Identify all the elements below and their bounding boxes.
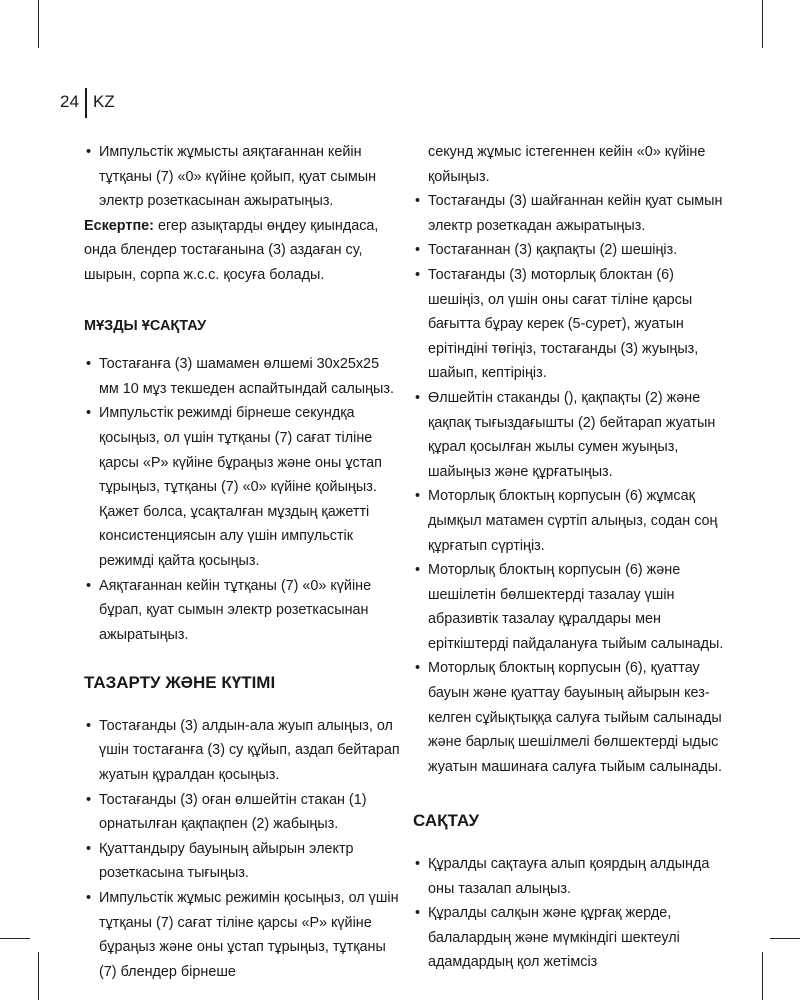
header-divider <box>85 88 87 118</box>
list-item: • Тостағанды (3) алдын-ала жуып алыңыз, ол үшін тостағанға (3) су құйып, аздап бейтарап жуатын құралдан қосыңыз. <box>84 714 402 788</box>
language-code: KZ <box>93 92 115 111</box>
list-item: • Қуаттандыру бауының айырын электр розеткасына тығыңыз. <box>84 837 402 886</box>
right-column <box>413 140 733 975</box>
intro-list <box>84 140 402 214</box>
note-text: егер азықтарды өңдеу қиындаса, онда блендер тостағанына (3) аздаған су, шырын, сорпа ж.с.с. қосуға болады. <box>84 217 379 283</box>
crop-mark-side-left <box>0 938 30 939</box>
note-label: Ескертпе: <box>84 217 154 234</box>
page-number: 24 <box>60 92 79 111</box>
crop-mark-bottom-left <box>38 952 39 1000</box>
storage-list <box>413 852 733 975</box>
crop-mark-bottom-right <box>762 952 763 1000</box>
list-item: • Тостағанды (3) оған өлшейтін стакан (1) орнатылған қақпақпен (2) жабыңыз. <box>84 788 402 837</box>
list-item: • Тостағанды (3) шайғаннан кейін қуат сымын электр розеткадан ажыратыңыз. <box>413 189 733 238</box>
list-item: • Импульстік жұмыс режимін қосыңыз, ол үшін тұтқаны (7) сағат тіліне қарсы «P» күйіне бұраңыз және оны ұстап тұрыңыз, тұтқаны (7) блендер бірнеше <box>84 886 402 984</box>
list-item: • Құралды салқын және құрғақ жерде, балалардың және мүмкіндігі шектеулі адамдардың қол жетімсіз <box>413 901 733 975</box>
cleaning-list <box>84 714 402 985</box>
section-title-ice-crushing: МҰЗДЫ ҰСАҚТАУ <box>84 317 207 334</box>
cleaning-list-continued <box>413 140 733 779</box>
list-item: • Моторлық блоктың корпусын (6), қуаттау бауын және қуаттау бауының айырын кез-келген сұйықтыққа салуға тыйым салынады және барлық шешілмелі бөлшектерді ыдыс жуатын машинаға салуға тыйым салынады. <box>413 656 733 779</box>
ice-crushing-list <box>84 352 402 647</box>
left-column <box>84 140 402 984</box>
list-item: • Өлшейтін стаканды (), қақпақты (2) және қақпақ тығыздағышты (2) бейтарап жуатын құрал қосылған жылы сумен жуыңыз, шайыңыз және құрғатыңыз. <box>413 386 733 484</box>
list-item: • Аяқтағаннан кейін тұтқаны (7) «0» күйіне бұрап, қуат сымын электр розеткасынан ажыратыңыз. <box>84 574 402 648</box>
crop-mark-top-left <box>38 0 39 48</box>
list-item: • Моторлық блоктың корпусын (6) жұмсақ дымқыл матамен сүртіп алыңыз, содан соң құрғатып сүртіңіз. <box>413 484 733 558</box>
note-paragraph <box>84 214 402 288</box>
list-item: • Моторлық блоктың корпусын (6) және шешілетін бөлшектерді тазалау үшін абразивтік тазалау құралдары мен еріткіштерді пайдалануға тыйым салынады. <box>413 558 733 656</box>
crop-mark-top-right <box>762 0 763 48</box>
list-item-continuation: секунд жұмыс істегеннен кейін «0» күйіне қойыңыз. <box>428 144 706 185</box>
section-title-storage: САҚТАУ <box>413 811 480 831</box>
list-item: • Тостағанды (3) моторлық блоктан (6) шешіңіз, ол үшін оны сағат тіліне қарсы бағытта бұрау керек (5-сурет), жуатын ерітіндіні төгіңіз, тостағанды (3) жуыңыз, шайып, кептіріңіз. <box>413 263 733 386</box>
list-item: • Импульстік жұмысты аяқтағаннан кейін тұтқаны (7) «0» күйіне қойып, қуат сымын электр розеткасынан ажыратыңыз. <box>84 140 402 214</box>
list-item: • Импульстік режимді бірнеше секундқа қосыңыз, ол үшін тұтқаны (7) сағат тіліне қарсы «P» күйіне бұраңыз және оны ұстап тұрыңыз, тұтқаны (7) «0» күйіне қойыңыз. Қажет болса, ұсақталған мұздың қажетті консистенциясын алу үшін импульстік режимді қайта қосыңыз. <box>84 401 402 573</box>
list-item: • Тостағаннан (3) қақпақты (2) шешіңіз. <box>413 238 733 263</box>
list-item: • Тостағанға (3) шамамен өлшемі 30х25х25 мм 10 мұз текшеден аспайтындай салыңыз. <box>84 352 402 401</box>
crop-mark-side-right <box>770 938 800 939</box>
list-item: • Құралды сақтауға алып қоярдың алдында оны тазалап алыңыз. <box>413 852 733 901</box>
section-title-cleaning: ТАЗАРТУ ЖӘНЕ КҮТІМІ <box>84 673 276 693</box>
